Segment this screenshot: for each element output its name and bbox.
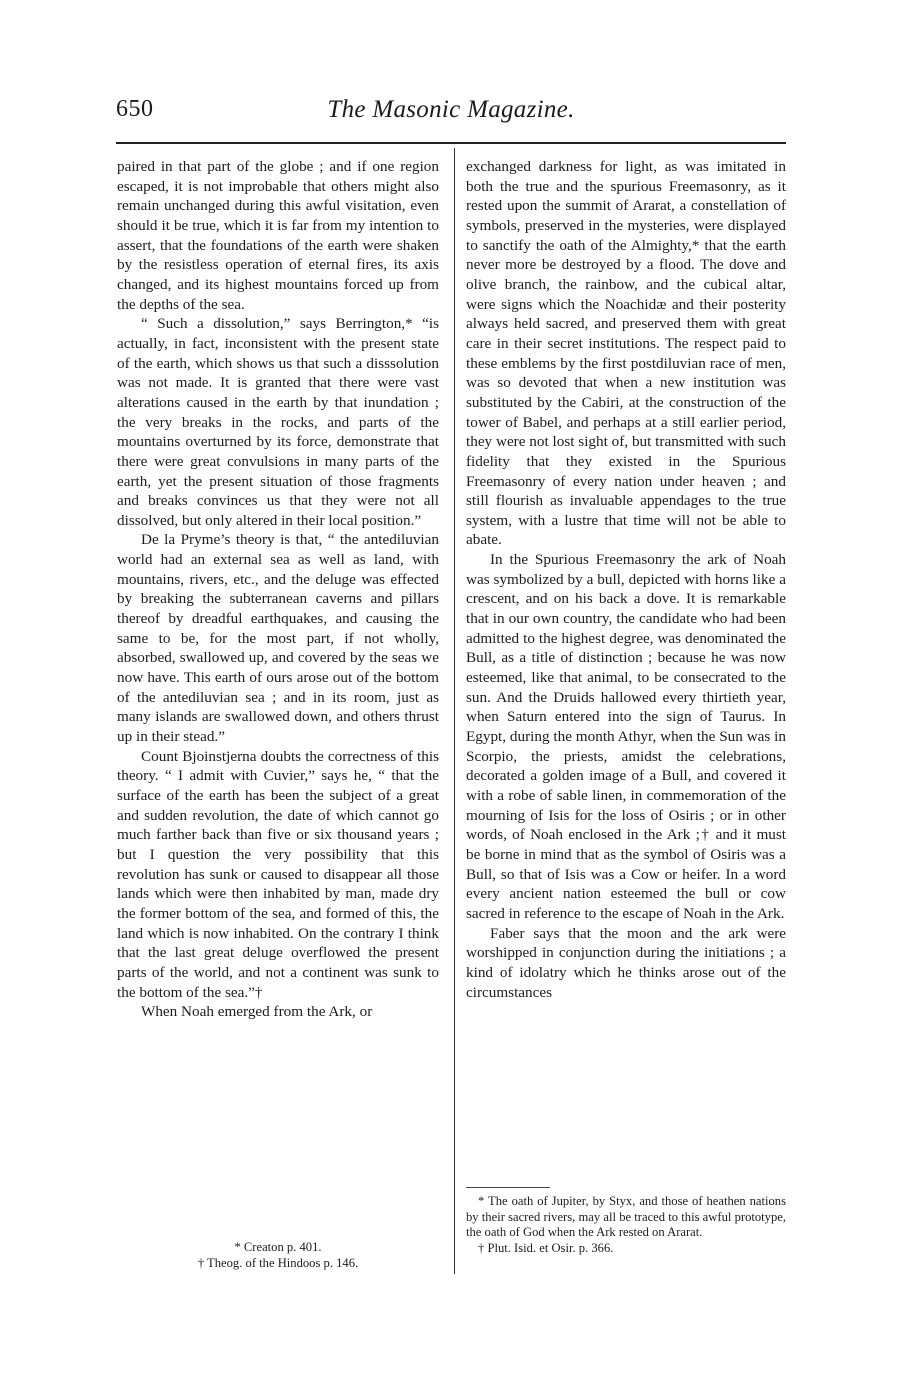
- footnotes-left: [117, 1240, 439, 1271]
- footnote: * Creaton p. 401.: [234, 1240, 322, 1254]
- column-divider: [454, 148, 455, 1274]
- footnote: † Theog. of the Hindoos p. 146.: [197, 1255, 359, 1270]
- footnotes-right: [466, 1194, 786, 1256]
- left-column: [117, 157, 439, 1022]
- footnote-rule: [466, 1187, 550, 1188]
- paragraph: In the Spurious Freemasonry the ark of Noah was symbolized by a bull, depicted with horns like a crescent, and on his back a dove. It is remarkable that in our own country, the candidate who had been admitted to the highest degree, was denominated the Bull, as a title of distinction ; because he was now esteemed, like that animal, to be consecrated to the sun. And the Druids hallowed every thirtieth year, when Saturn entered into the sign of Taurus. In Egypt, during the month Athyr, when the Sun was in Scorpio, the priests, amidst the celebrations, decorated a golden image of a Bull, and covered it with a robe of sable linen, in commemoration of the mourning of Isis for the loss of Osiris ; or in other words, of Noah enclosed in the Ark ;† and it must be borne in mind that as the symbol of Osiris was a Bull, so that of Isis was a Cow or heifer. In a word every ancient nation esteemed the bull or cow sacred in reference to the escape of Noah in the Ark.: [466, 551, 786, 922]
- running-title: The Masonic Magazine.: [327, 96, 575, 123]
- paragraph: “ Such a dissolution,” says Berrington,* “is actually, in fact, inconsistent with the present state of the earth, which shows us that such a disssolution was not made. It is granted that there were vast alterations caused in the earth by that inundation ; the very breaks in the rocks, and parts of the mountains overturned by its force, demonstrate that there were great convulsions in many parts of the earth, yet the present situation of those fragments and breaks convinces us that they were not all dissolved, but only altered in their local position.”: [117, 315, 439, 529]
- page-number: 650: [116, 96, 154, 122]
- header-rule: [116, 142, 786, 144]
- page-header: [116, 96, 786, 132]
- paragraph: De la Pryme’s theory is that, “ the antediluvian world had an external sea as well as land, with mountains, rivers, etc., and the deluge was effected by breaking the subterranean caverns and pillars thereof by dreadful earthquakes, and causing the same to be, for the most part, if not wholly, absorbed, swallowed up, and covered by the seas we now have. This earth of ours arose out of the bottom of the antediluvian sea ; and in its room, just as many islands are swallowed down, and others thrust up in their stead.”: [117, 531, 439, 746]
- paragraph: Faber says that the moon and the ark were worshipped in conjunction during the initiations ; a kind of idolatry which he thinks arose out of the circumstances: [466, 924, 786, 1001]
- footnote: † Plut. Isid. et Osir. p. 366.: [478, 1240, 614, 1255]
- footnote: * The oath of Jupiter, by Styx, and those of heathen nations by their sacred rivers, may all be traced to this awful prototype, the oath of God when the Ark rested on Ararat.: [466, 1194, 786, 1240]
- paragraph: exchanged darkness for light, as was imitated in both the true and the spurious Freemasonry, as it rested upon the summit of Ararat, a constellation of symbols, preserved in the mysteries, were displayed to sanctify the oath of the Almighty,* that the earth never more be destroyed by a flood. The dove and olive branch, the rainbow, and the cubical altar, were signs which the Noachidæ and their posterity always held sacred, and preserved them with great care in their secret institutions. The respect paid to these emblems by the first postdiluvian race of men, was so devoted that when a new institution was substituted by the Cabiri, at the construction of the tower of Babel, and perhaps at a still earlier period, they were not lost sight of, but transmitted with such fidelity that they existed in the Spurious Freemasonry of every nation under heaven ; and still flourish as invaluable appendages to the true system, with a lustre that time will not be able to abate.: [466, 158, 786, 549]
- paragraph: paired in that part of the globe ; and if one region escaped, it is not improbable that others might also remain unchanged during this awful visitation, even should it be true, which it is far from my intention to assert, that the foundations of the earth were shaken by the resistless operation of eternal fires, its axis changed, and its highest mountains forced up from the depths of the sea.: [117, 158, 439, 313]
- paragraph: When Noah emerged from the Ark, or: [141, 1003, 373, 1021]
- right-column: [466, 157, 786, 1002]
- paragraph: Count Bjoinstjerna doubts the correctness of this theory. “ I admit with Cuvier,” says he, “ that the surface of the earth has been the subject of a great and sudden revolution, the date of which cannot go much farther back than five or six thousand years ; but I question the very possibility that this revolution has sunk or caused to disappear all those lands which were then inhabited by man, made dry the former bottom of the sea, and formed of this, the land which is now inhabited. On the contrary I think that the last great deluge overflowed the present parts of the world, and not a continent was sunk to the bottom of the sea.”†: [117, 747, 439, 1001]
